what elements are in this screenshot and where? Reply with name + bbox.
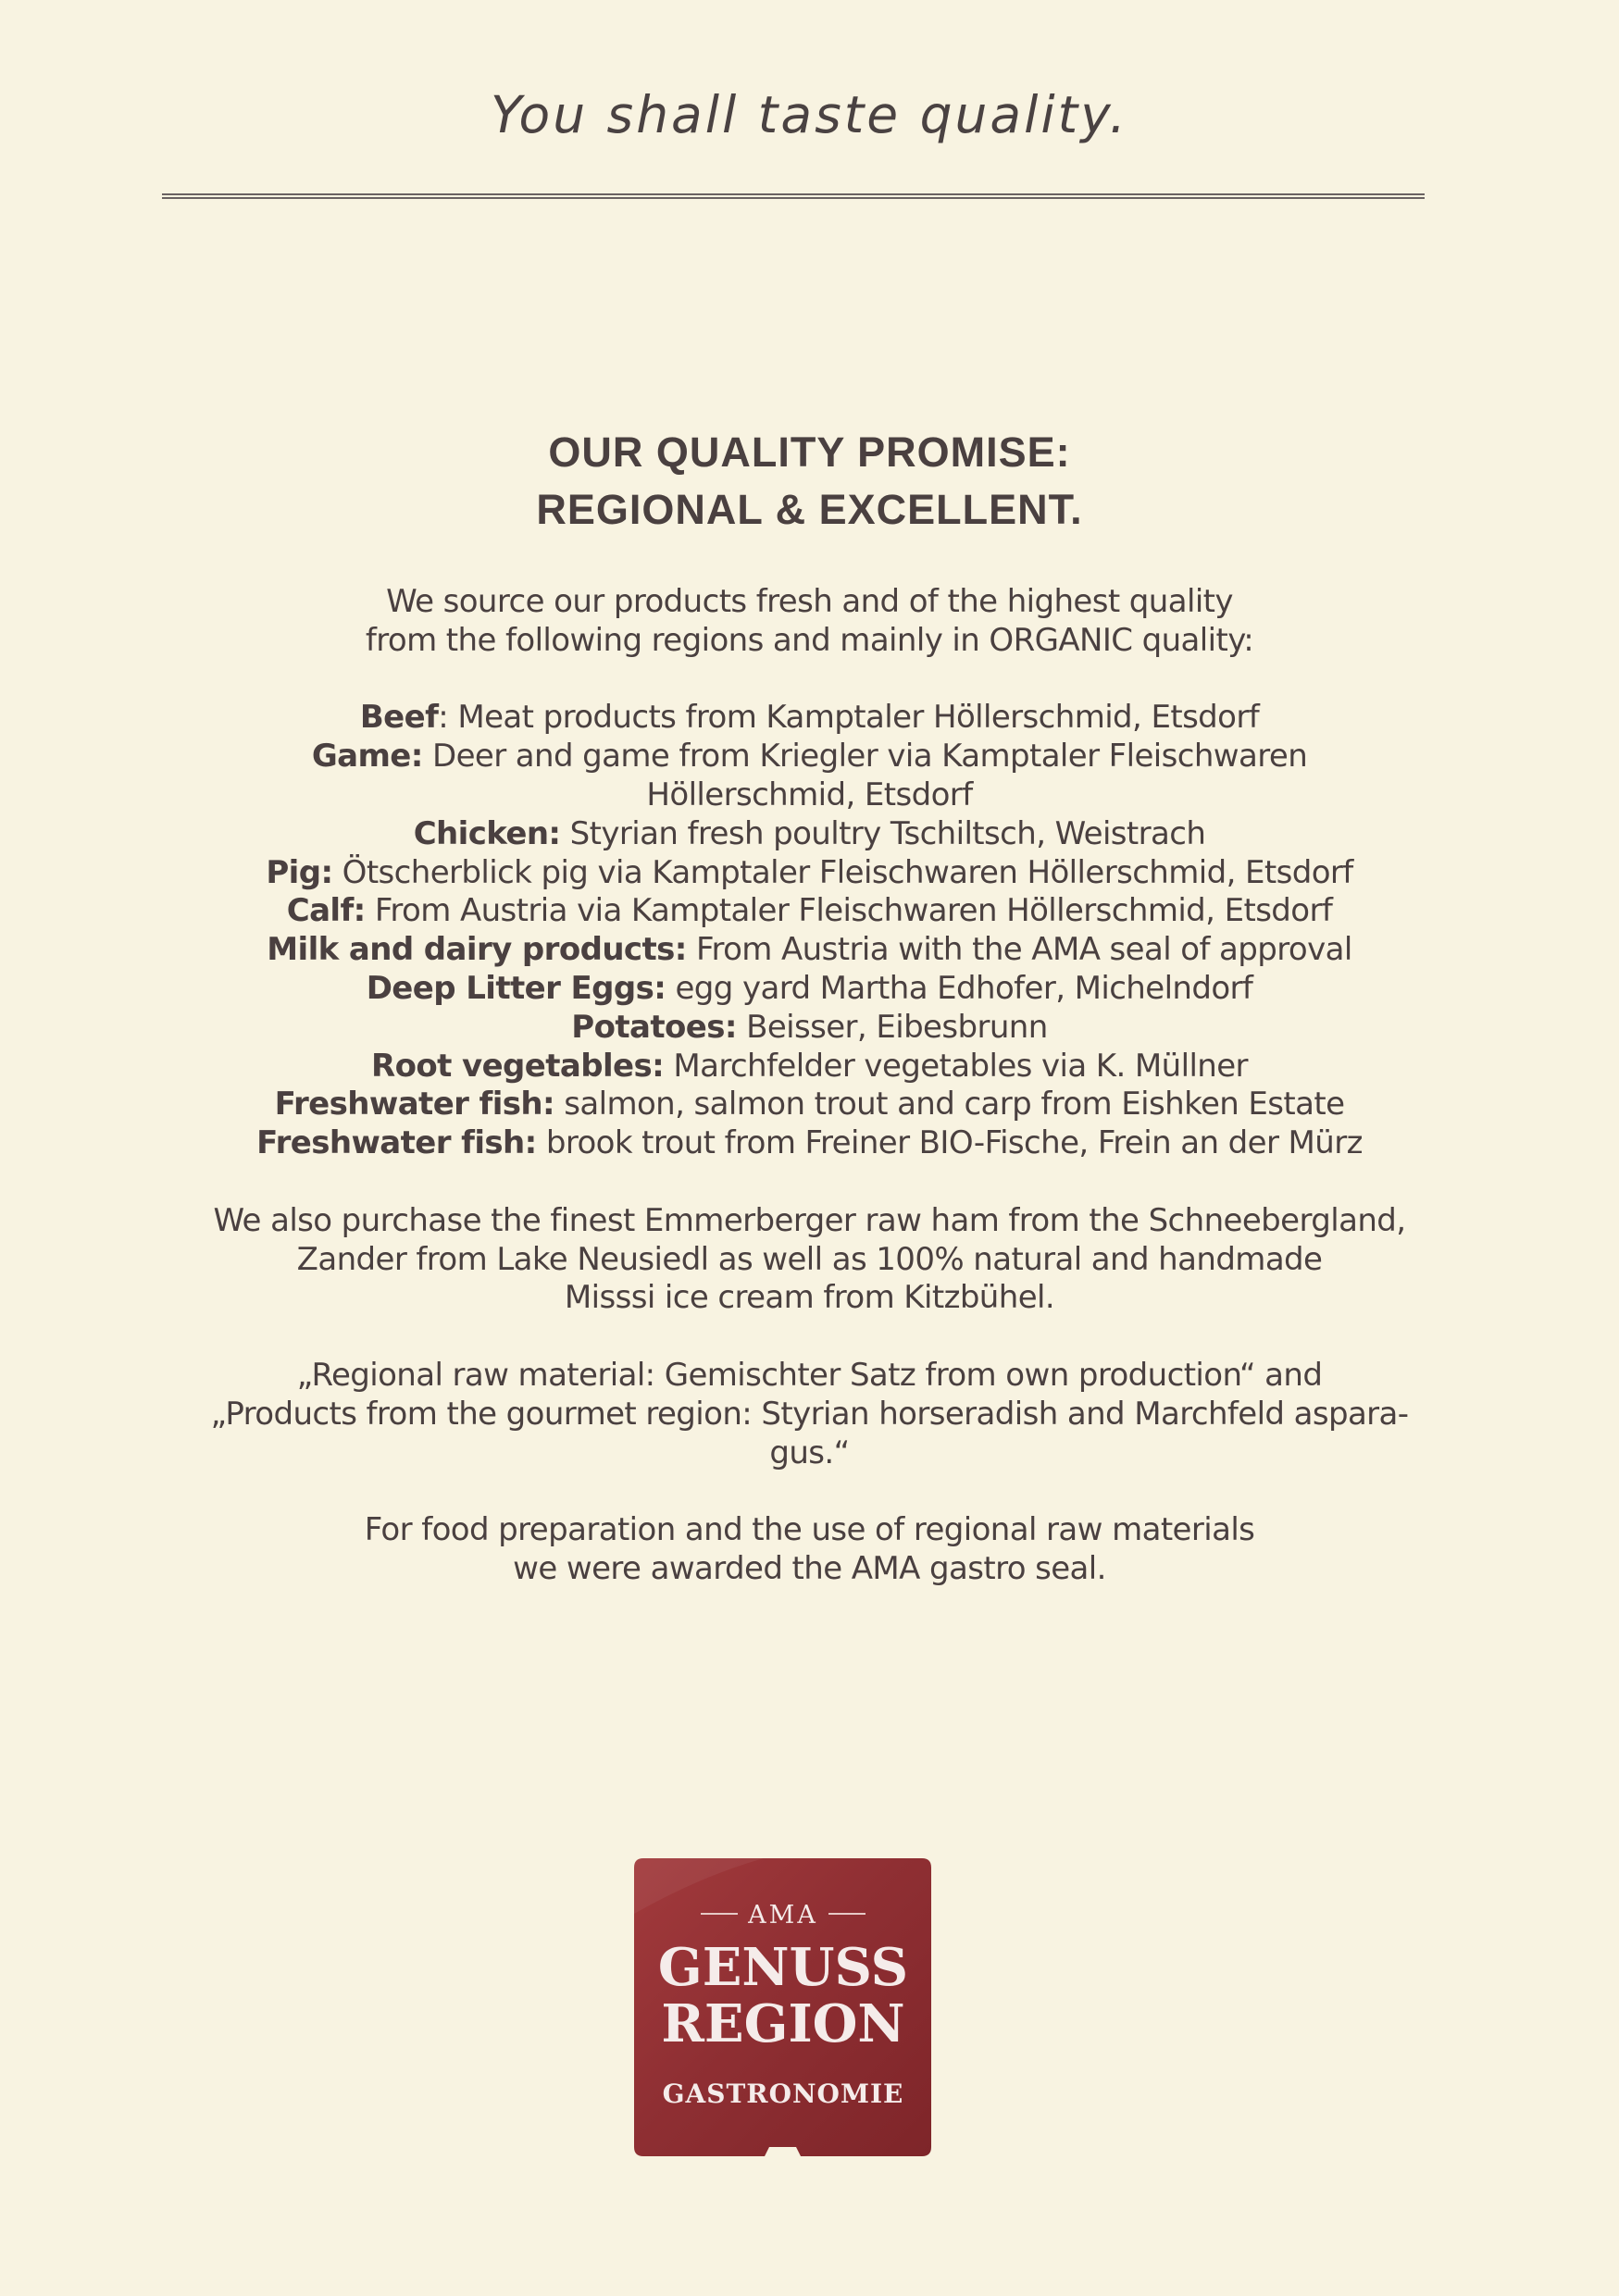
intro-line-2: from the following regions and mainly in ORGANIC quality: bbox=[365, 621, 1254, 659]
source-freshwater-fish-1 bbox=[93, 1086, 1526, 1124]
source-freshwater-fish-2 bbox=[93, 1124, 1526, 1163]
also-line-3: Misssi ice cream from Kitzbühel. bbox=[564, 1279, 1055, 1317]
tagline: You shall taste quality. bbox=[491, 85, 1128, 144]
source-label: Potatoes: bbox=[571, 1008, 737, 1046]
logo-top-text: AMA bbox=[748, 1901, 818, 1930]
source-separator bbox=[537, 1124, 546, 1161]
also-line-1: We also purchase the finest Emmerberger raw ham from the Schneebergland, bbox=[213, 1201, 1406, 1239]
source-root-vegetables bbox=[93, 1048, 1526, 1086]
source-text: From Austria with the AMA seal of approval bbox=[695, 931, 1352, 969]
quality-promise-section bbox=[93, 424, 1526, 1589]
source-label: Game: bbox=[311, 738, 423, 776]
source-text: Marchfelder vegetables via K. Müllner bbox=[673, 1047, 1248, 1085]
source-text: egg yard Martha Edhofer, Michelndorf bbox=[675, 969, 1253, 1007]
logo-line1-text: GENUSS bbox=[657, 1937, 909, 1998]
source-separator: : bbox=[438, 699, 458, 737]
sources-list bbox=[93, 699, 1526, 1163]
award-line-2: we were awarded the AMA gastro seal. bbox=[513, 1549, 1106, 1587]
divider-rule bbox=[162, 193, 1425, 199]
also-line-2: Zander from Lake Neusiedl as well as 100% natural and handmade bbox=[296, 1240, 1323, 1278]
heading-line-1: OUR QUALITY PROMISE: bbox=[548, 428, 1071, 476]
quote-line-1: „Regional raw material: Gemischter Satz from own production“ and bbox=[296, 1356, 1323, 1394]
award-line-1: For food preparation and the use of regional raw materials bbox=[364, 1511, 1255, 1549]
source-text: From Austria via Kamptaler Fleischwaren Höllerschmid, Etsdorf bbox=[374, 892, 1333, 930]
quote-line-2: „Products from the gourmet region: Styrian horseradish and Marchfeld aspara- bbox=[210, 1395, 1409, 1433]
source-separator bbox=[666, 970, 675, 1007]
source-text: Ötscherblick pig via Kamptaler Fleischwaren Höllerschmid, Etsdorf bbox=[342, 853, 1353, 891]
heading-line-2: REGIONAL & EXCELLENT. bbox=[536, 486, 1083, 533]
source-text: Deer and game from Kriegler via Kamptaler Fleischwaren bbox=[431, 738, 1308, 776]
source-label: Chicken: bbox=[413, 814, 561, 852]
source-separator bbox=[664, 1048, 673, 1085]
source-label: Freshwater fish: bbox=[274, 1086, 555, 1123]
source-dairy bbox=[93, 931, 1526, 970]
quote-line-3: gus.“ bbox=[769, 1433, 850, 1471]
source-text: salmon, salmon trout and carp from Eishken Estate bbox=[564, 1086, 1345, 1123]
source-separator bbox=[423, 738, 432, 775]
source-label: Beef bbox=[359, 699, 439, 737]
source-beef bbox=[93, 699, 1526, 738]
source-separator bbox=[737, 1009, 746, 1046]
source-separator bbox=[687, 931, 696, 968]
source-label: Milk and dairy products: bbox=[267, 931, 687, 969]
source-text: brook trout from Freiner BIO-Fische, Frein an der Mürz bbox=[545, 1124, 1363, 1162]
source-chicken bbox=[93, 815, 1526, 854]
source-calf bbox=[93, 892, 1526, 931]
source-potatoes bbox=[93, 1009, 1526, 1048]
ama-genuss-region-logo bbox=[634, 1858, 931, 2156]
source-separator bbox=[554, 1086, 564, 1123]
source-game bbox=[93, 738, 1526, 776]
source-eggs bbox=[93, 970, 1526, 1009]
source-label: Pig: bbox=[266, 853, 333, 891]
source-text: Meat products from Kamptaler Höllerschmid, Etsdorf bbox=[457, 699, 1260, 737]
logo-line2-text: REGION bbox=[661, 1993, 905, 2054]
source-separator bbox=[332, 854, 342, 891]
source-pig bbox=[93, 854, 1526, 893]
source-separator bbox=[560, 815, 569, 852]
source-text: Beisser, Eibesbrunn bbox=[746, 1008, 1048, 1046]
logo-bottom-text: GASTRONOMIE bbox=[662, 2079, 904, 2109]
source-label: Calf: bbox=[286, 892, 366, 930]
source-game-continued: Höllerschmid, Etsdorf bbox=[646, 776, 973, 813]
source-label: Root vegetables: bbox=[371, 1047, 665, 1085]
intro-line-1: We source our products fresh and of the highest quality bbox=[386, 583, 1233, 620]
source-text: Styrian fresh poultry Tschiltsch, Weistrach bbox=[569, 814, 1206, 852]
source-separator bbox=[366, 892, 375, 929]
source-label: Freshwater fish: bbox=[256, 1124, 537, 1162]
source-label: Deep Litter Eggs: bbox=[366, 969, 666, 1007]
